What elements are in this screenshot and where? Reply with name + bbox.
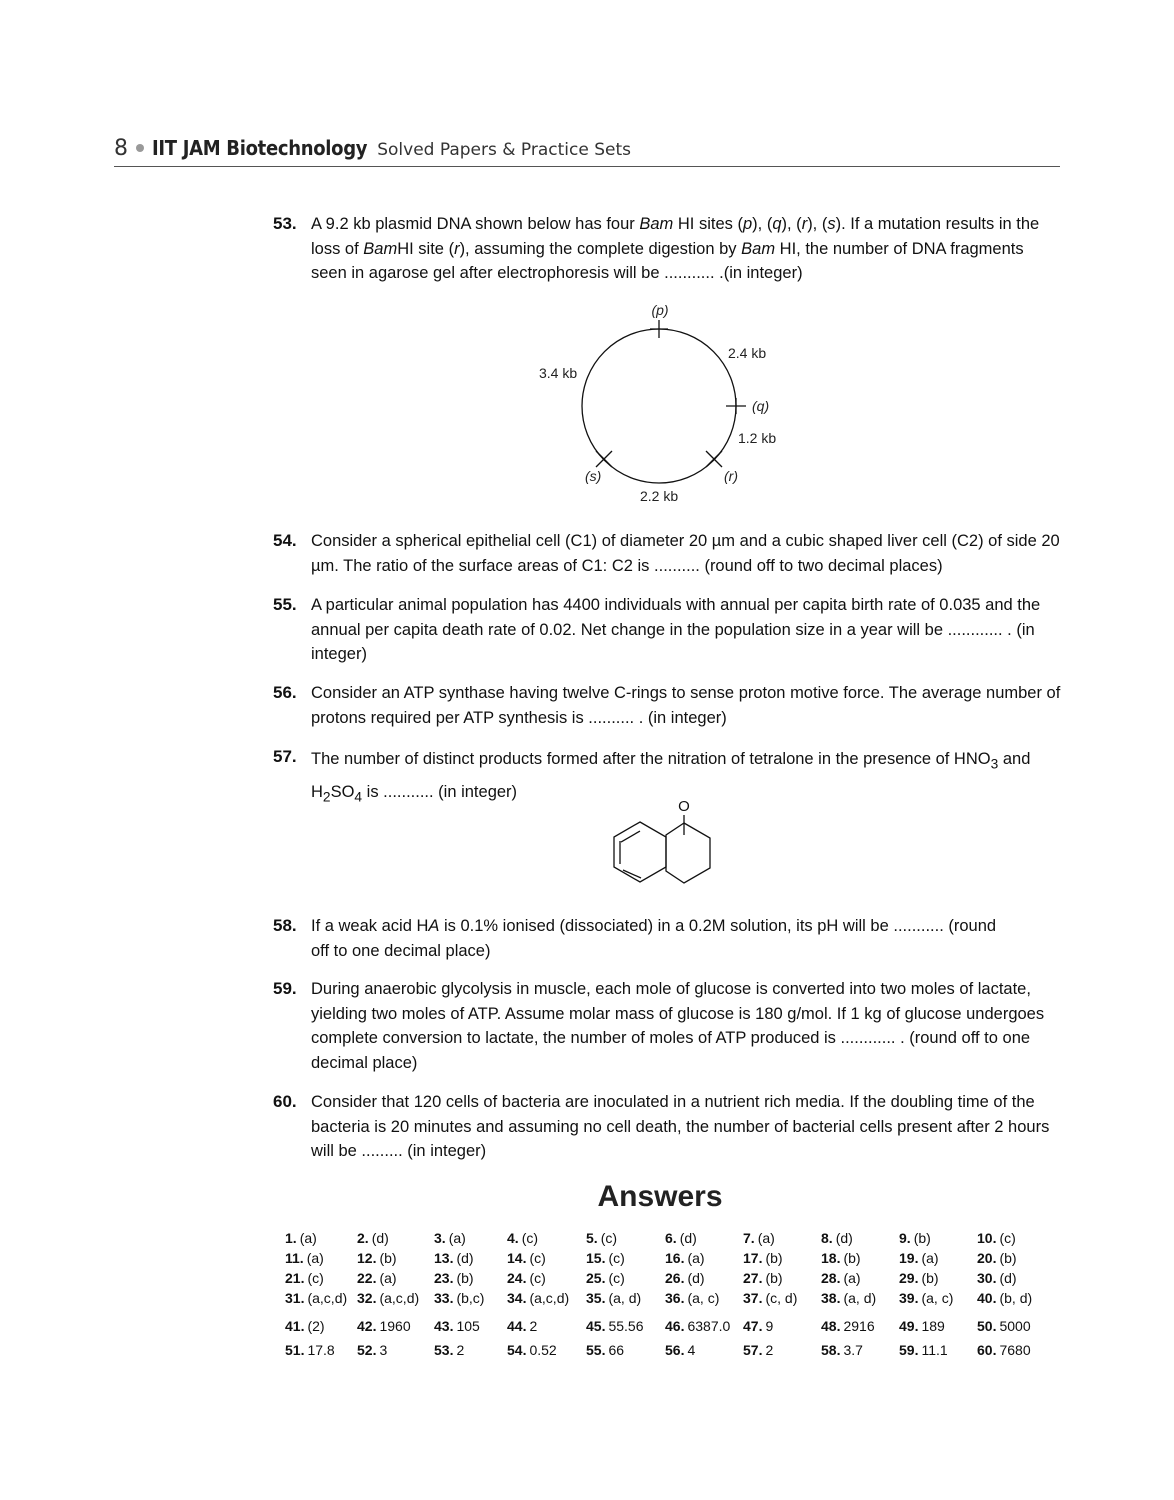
question-number: 55. bbox=[273, 595, 297, 614]
answer-entry bbox=[899, 1290, 953, 1306]
answer-number: 40. bbox=[977, 1290, 997, 1306]
question-54 bbox=[273, 529, 1063, 578]
answer-entry bbox=[586, 1250, 625, 1266]
answer-number: 37. bbox=[743, 1290, 763, 1306]
segment-rs-label: 2.2 kb bbox=[640, 488, 679, 504]
answer-number: 5. bbox=[586, 1230, 598, 1246]
answer-value: (b,c) bbox=[456, 1290, 485, 1306]
answer-number: 33. bbox=[434, 1290, 454, 1306]
answer-number: 39. bbox=[899, 1290, 919, 1306]
answer-entry bbox=[743, 1342, 773, 1358]
running-header bbox=[114, 136, 1060, 167]
answer-entry bbox=[821, 1250, 861, 1266]
answer-number: 12. bbox=[357, 1250, 377, 1266]
answer-entry bbox=[665, 1290, 719, 1306]
answer-entry bbox=[821, 1230, 853, 1246]
plasmid-diagram bbox=[520, 296, 800, 516]
site-r-label: (r) bbox=[724, 468, 738, 484]
answer-number: 51. bbox=[285, 1342, 305, 1358]
book-title: IIT JAM Biotechnology bbox=[152, 136, 368, 160]
answer-number: 43. bbox=[434, 1318, 454, 1334]
answers-title: Answers bbox=[597, 1180, 723, 1213]
answer-entry bbox=[821, 1290, 876, 1306]
answer-number: 31. bbox=[285, 1290, 305, 1306]
answer-number: 35. bbox=[586, 1290, 606, 1306]
saturated-ring bbox=[666, 823, 710, 883]
answer-entry bbox=[665, 1250, 705, 1266]
answer-value: (b) bbox=[765, 1270, 783, 1286]
answer-entry bbox=[357, 1270, 397, 1286]
answer-entry bbox=[357, 1318, 411, 1334]
answer-entry bbox=[434, 1342, 464, 1358]
answer-entry bbox=[977, 1250, 1017, 1266]
answer-value: 11.1 bbox=[921, 1342, 948, 1358]
answer-entry bbox=[357, 1290, 419, 1306]
answer-entry bbox=[899, 1230, 931, 1246]
answer-entry bbox=[507, 1342, 557, 1358]
answer-value: (a) bbox=[379, 1270, 397, 1286]
answer-entry bbox=[743, 1250, 783, 1266]
answer-number: 19. bbox=[899, 1250, 919, 1266]
answer-number: 44. bbox=[507, 1318, 527, 1334]
answer-number: 41. bbox=[285, 1318, 305, 1334]
answer-value: 3 bbox=[379, 1342, 388, 1358]
answer-entry bbox=[434, 1250, 474, 1266]
question-text: A particular animal population has 4400 individuals with annual per capita birth rate of 0.035 and the annual per capita death rate of 0.02. Net change in the population size in a year will be ............ . (in integer) bbox=[311, 596, 1041, 663]
answer-value: (a) bbox=[306, 1250, 324, 1266]
answer-number: 55. bbox=[586, 1342, 606, 1358]
question-number: 57. bbox=[273, 747, 297, 766]
answer-entry bbox=[665, 1342, 695, 1358]
answer-number: 50. bbox=[977, 1318, 997, 1334]
answer-value: (b) bbox=[913, 1230, 931, 1246]
answer-value: (b) bbox=[921, 1270, 939, 1286]
question-text: Consider that 120 cells of bacteria are inoculated in a nutrient rich media. If the doubling time of the bacteria is 20 minutes and assuming no cell death, the number of bacterial cells present after 2 hours will be ......... (in integer) bbox=[311, 1093, 1050, 1160]
answer-value: (d) bbox=[371, 1230, 389, 1246]
answer-entry bbox=[357, 1342, 387, 1358]
answer-entry bbox=[821, 1318, 875, 1334]
answer-entry bbox=[434, 1318, 480, 1334]
answer-value: (b) bbox=[765, 1250, 783, 1266]
question-text: A 9.2 kb plasmid DNA shown below has four Bam HI sites (p), (q), (r), (s). If a mutation results in the loss of BamHI site (r), assuming the complete digestion by Bam HI, the number of DNA fragments seen in agarose gel after electrophoresis will be ........... .(in integer) bbox=[311, 215, 1040, 282]
answer-number: 21. bbox=[285, 1270, 305, 1286]
answer-value: 4 bbox=[687, 1342, 696, 1358]
answer-entry bbox=[665, 1230, 697, 1246]
question-text: During anaerobic glycolysis in muscle, each mole of glucose is converted into two moles of lactate, yielding two moles of ATP. Assume molar mass of glucose is 180 g/mol. If 1 kg of glucose undergoes complete conversion to lactate, the number of moles of ATP produced is ............ . (round off to one decimal place) bbox=[311, 980, 1045, 1072]
answer-number: 9. bbox=[899, 1230, 911, 1246]
answer-value: (a,c,d) bbox=[307, 1290, 348, 1306]
answer-value: (a) bbox=[843, 1270, 861, 1286]
answer-value: (d) bbox=[999, 1270, 1017, 1286]
answer-number: 2. bbox=[357, 1230, 369, 1246]
answer-entry bbox=[285, 1318, 325, 1334]
question-number: 56. bbox=[273, 683, 297, 702]
answer-number: 60. bbox=[977, 1342, 997, 1358]
answer-entry bbox=[977, 1290, 1032, 1306]
answer-entry bbox=[285, 1250, 324, 1266]
answer-number: 7. bbox=[743, 1230, 755, 1246]
segment-pq-label: 2.4 kb bbox=[728, 345, 767, 361]
answer-number: 28. bbox=[821, 1270, 841, 1286]
answer-entry bbox=[357, 1250, 397, 1266]
answer-entry bbox=[665, 1318, 730, 1334]
question-59 bbox=[273, 977, 1063, 1075]
answer-number: 25. bbox=[586, 1270, 606, 1286]
answer-number: 1. bbox=[285, 1230, 297, 1246]
answer-number: 13. bbox=[434, 1250, 454, 1266]
answer-entry bbox=[586, 1230, 617, 1246]
answer-number: 57. bbox=[743, 1342, 763, 1358]
answer-value: (a, c) bbox=[687, 1290, 720, 1306]
answer-entry bbox=[507, 1270, 546, 1286]
answer-value: (c, d) bbox=[765, 1290, 798, 1306]
answer-entry bbox=[586, 1342, 624, 1358]
answer-value: (c) bbox=[999, 1230, 1016, 1246]
answer-number: 42. bbox=[357, 1318, 377, 1334]
site-q-label: (q) bbox=[752, 398, 770, 414]
answer-number: 8. bbox=[821, 1230, 833, 1246]
question-60 bbox=[273, 1090, 1063, 1164]
answer-value: (b) bbox=[456, 1270, 474, 1286]
answer-value: 2 bbox=[456, 1342, 465, 1358]
answer-number: 30. bbox=[977, 1270, 997, 1286]
answer-number: 6. bbox=[665, 1230, 677, 1246]
answer-entry bbox=[977, 1318, 1031, 1334]
page-number: 8 bbox=[114, 136, 128, 161]
answer-number: 24. bbox=[507, 1270, 527, 1286]
answer-value: (a) bbox=[448, 1230, 466, 1246]
answer-number: 56. bbox=[665, 1342, 685, 1358]
answer-value: 6387.0 bbox=[687, 1318, 731, 1334]
answer-value: 1960 bbox=[379, 1318, 411, 1334]
answer-entry bbox=[977, 1270, 1017, 1286]
question-number: 53. bbox=[273, 214, 297, 233]
question-number: 59. bbox=[273, 979, 297, 998]
answer-value: (a) bbox=[757, 1230, 775, 1246]
answer-number: 59. bbox=[899, 1342, 919, 1358]
answer-value: (a) bbox=[921, 1250, 939, 1266]
answer-value: (c) bbox=[600, 1230, 618, 1246]
answer-value: 2 bbox=[765, 1342, 774, 1358]
answer-number: 53. bbox=[434, 1342, 454, 1358]
site-p-label: (p) bbox=[651, 302, 669, 318]
question-text: The number of distinct products formed after the nitration of tetralone in the presence of $HNO_3$ and $H_2SO_4$ is ........... (in integer) bbox=[311, 750, 1031, 805]
answer-entry bbox=[665, 1270, 705, 1286]
answer-value: 17.8 bbox=[307, 1342, 335, 1358]
answer-number: 36. bbox=[665, 1290, 685, 1306]
answer-value: (d) bbox=[456, 1250, 474, 1266]
answer-value: (a, d) bbox=[843, 1290, 877, 1306]
answer-entry bbox=[285, 1290, 347, 1306]
answer-value: 2 bbox=[529, 1318, 538, 1334]
answer-value: (d) bbox=[679, 1230, 697, 1246]
answer-number: 11. bbox=[285, 1250, 304, 1266]
answer-number: 45. bbox=[586, 1318, 606, 1334]
answer-value: (c) bbox=[529, 1270, 546, 1286]
answer-value: (a, d) bbox=[608, 1290, 642, 1306]
answer-value: (b) bbox=[379, 1250, 397, 1266]
answer-entry bbox=[507, 1290, 569, 1306]
answer-value: (b) bbox=[843, 1250, 861, 1266]
answer-number: 34. bbox=[507, 1290, 527, 1306]
answer-number: 4. bbox=[507, 1230, 519, 1246]
answer-number: 15. bbox=[586, 1250, 606, 1266]
answer-value: 66 bbox=[608, 1342, 625, 1358]
answer-number: 54. bbox=[507, 1342, 527, 1358]
answer-entry bbox=[507, 1318, 537, 1334]
answer-entry bbox=[507, 1250, 546, 1266]
answer-entry bbox=[285, 1270, 324, 1286]
answer-entry bbox=[434, 1270, 474, 1286]
answer-value: (2) bbox=[307, 1318, 325, 1334]
question-53 bbox=[273, 212, 1063, 286]
answer-number: 26. bbox=[665, 1270, 685, 1286]
answer-entry bbox=[899, 1342, 948, 1358]
answer-number: 58. bbox=[821, 1342, 841, 1358]
question-56 bbox=[273, 681, 1063, 730]
answer-value: (c) bbox=[307, 1270, 324, 1286]
answer-number: 49. bbox=[899, 1318, 919, 1334]
answer-number: 22. bbox=[357, 1270, 377, 1286]
answer-value: (a) bbox=[299, 1230, 317, 1246]
answer-entry bbox=[899, 1318, 945, 1334]
answer-value: (a, c) bbox=[921, 1290, 954, 1306]
answer-number: 3. bbox=[434, 1230, 446, 1246]
answer-value: 189 bbox=[921, 1318, 945, 1334]
answer-number: 46. bbox=[665, 1318, 685, 1334]
answer-number: 27. bbox=[743, 1270, 763, 1286]
answer-entry bbox=[285, 1230, 317, 1246]
question-number: 58. bbox=[273, 916, 297, 935]
answer-value: (b) bbox=[999, 1250, 1017, 1266]
answer-entry bbox=[821, 1342, 863, 1358]
answer-entry bbox=[434, 1230, 466, 1246]
aromatic-inner-bond-1 bbox=[621, 831, 640, 842]
tetralone-structure bbox=[600, 796, 720, 890]
answer-number: 23. bbox=[434, 1270, 454, 1286]
answer-value: 55.56 bbox=[608, 1318, 644, 1334]
oxygen-label: O bbox=[678, 798, 690, 815]
answer-entry bbox=[586, 1318, 644, 1334]
answer-value: (b, d) bbox=[999, 1290, 1033, 1306]
answer-entry bbox=[977, 1230, 1016, 1246]
answer-entry bbox=[743, 1230, 775, 1246]
answer-number: 52. bbox=[357, 1342, 377, 1358]
bullet-dot-icon bbox=[136, 144, 144, 152]
answer-number: 48. bbox=[821, 1318, 841, 1334]
answer-entry bbox=[434, 1290, 484, 1306]
answer-number: 29. bbox=[899, 1270, 919, 1286]
answer-value: 5000 bbox=[999, 1318, 1031, 1334]
answer-value: (d) bbox=[687, 1270, 705, 1286]
answer-value: 2916 bbox=[843, 1318, 875, 1334]
answer-entry bbox=[586, 1290, 641, 1306]
answer-entry bbox=[285, 1342, 335, 1358]
answer-value: 3.7 bbox=[843, 1342, 863, 1358]
answer-value: 9 bbox=[765, 1318, 774, 1334]
answer-entry bbox=[743, 1270, 783, 1286]
answer-value: (d) bbox=[835, 1230, 853, 1246]
answer-number: 17. bbox=[743, 1250, 763, 1266]
answer-value: (a,c,d) bbox=[379, 1290, 420, 1306]
site-s-label: (s) bbox=[585, 468, 602, 484]
answer-value: (a,c,d) bbox=[529, 1290, 570, 1306]
answer-entry bbox=[586, 1270, 625, 1286]
answer-number: 20. bbox=[977, 1250, 997, 1266]
answer-number: 10. bbox=[977, 1230, 997, 1246]
answer-value: (c) bbox=[521, 1230, 539, 1246]
answer-entry bbox=[743, 1290, 797, 1306]
answer-entry bbox=[821, 1270, 861, 1286]
question-55 bbox=[273, 593, 1063, 667]
answer-number: 18. bbox=[821, 1250, 841, 1266]
answer-number: 47. bbox=[743, 1318, 763, 1334]
answer-entry bbox=[899, 1270, 939, 1286]
question-58 bbox=[273, 914, 1063, 963]
answer-entry bbox=[899, 1250, 939, 1266]
question-number: 54. bbox=[273, 531, 297, 550]
answer-number: 14. bbox=[507, 1250, 527, 1266]
answer-entry bbox=[977, 1342, 1031, 1358]
book-subtitle: Solved Papers & Practice Sets bbox=[377, 140, 632, 160]
question-text: Consider an ATP synthase having twelve C-rings to sense proton motive force. The average number of protons required per ATP synthesis is .......... . (in integer) bbox=[311, 684, 1061, 727]
answer-number: 38. bbox=[821, 1290, 841, 1306]
answer-value: (c) bbox=[608, 1270, 625, 1286]
answer-number: 32. bbox=[357, 1290, 377, 1306]
answer-value: 7680 bbox=[999, 1342, 1031, 1358]
question-text: If a weak acid HA is 0.1% ionised (dissociated) in a 0.2M solution, its pH will be ........... (round off to one decimal place) bbox=[311, 917, 997, 960]
answer-value: (c) bbox=[608, 1250, 625, 1266]
question-number: 60. bbox=[273, 1092, 297, 1111]
question-text: Consider a spherical epithelial cell (C1) of diameter 20 µm and a cubic shaped liver cell (C2) of side 20 µm. The ratio of the surface areas of C1: C2 is .......... (round off to two decimal places) bbox=[311, 532, 1060, 575]
answer-value: 105 bbox=[456, 1318, 480, 1334]
segment-sp-label: 3.4 kb bbox=[539, 365, 578, 381]
answer-entry bbox=[507, 1230, 538, 1246]
answer-value: 0.52 bbox=[529, 1342, 557, 1358]
answer-value: (c) bbox=[529, 1250, 546, 1266]
answer-entry bbox=[357, 1230, 389, 1246]
answer-value: (a) bbox=[687, 1250, 705, 1266]
answer-entry bbox=[743, 1318, 773, 1334]
segment-qr-label: 1.2 kb bbox=[738, 430, 777, 446]
answer-number: 16. bbox=[665, 1250, 685, 1266]
